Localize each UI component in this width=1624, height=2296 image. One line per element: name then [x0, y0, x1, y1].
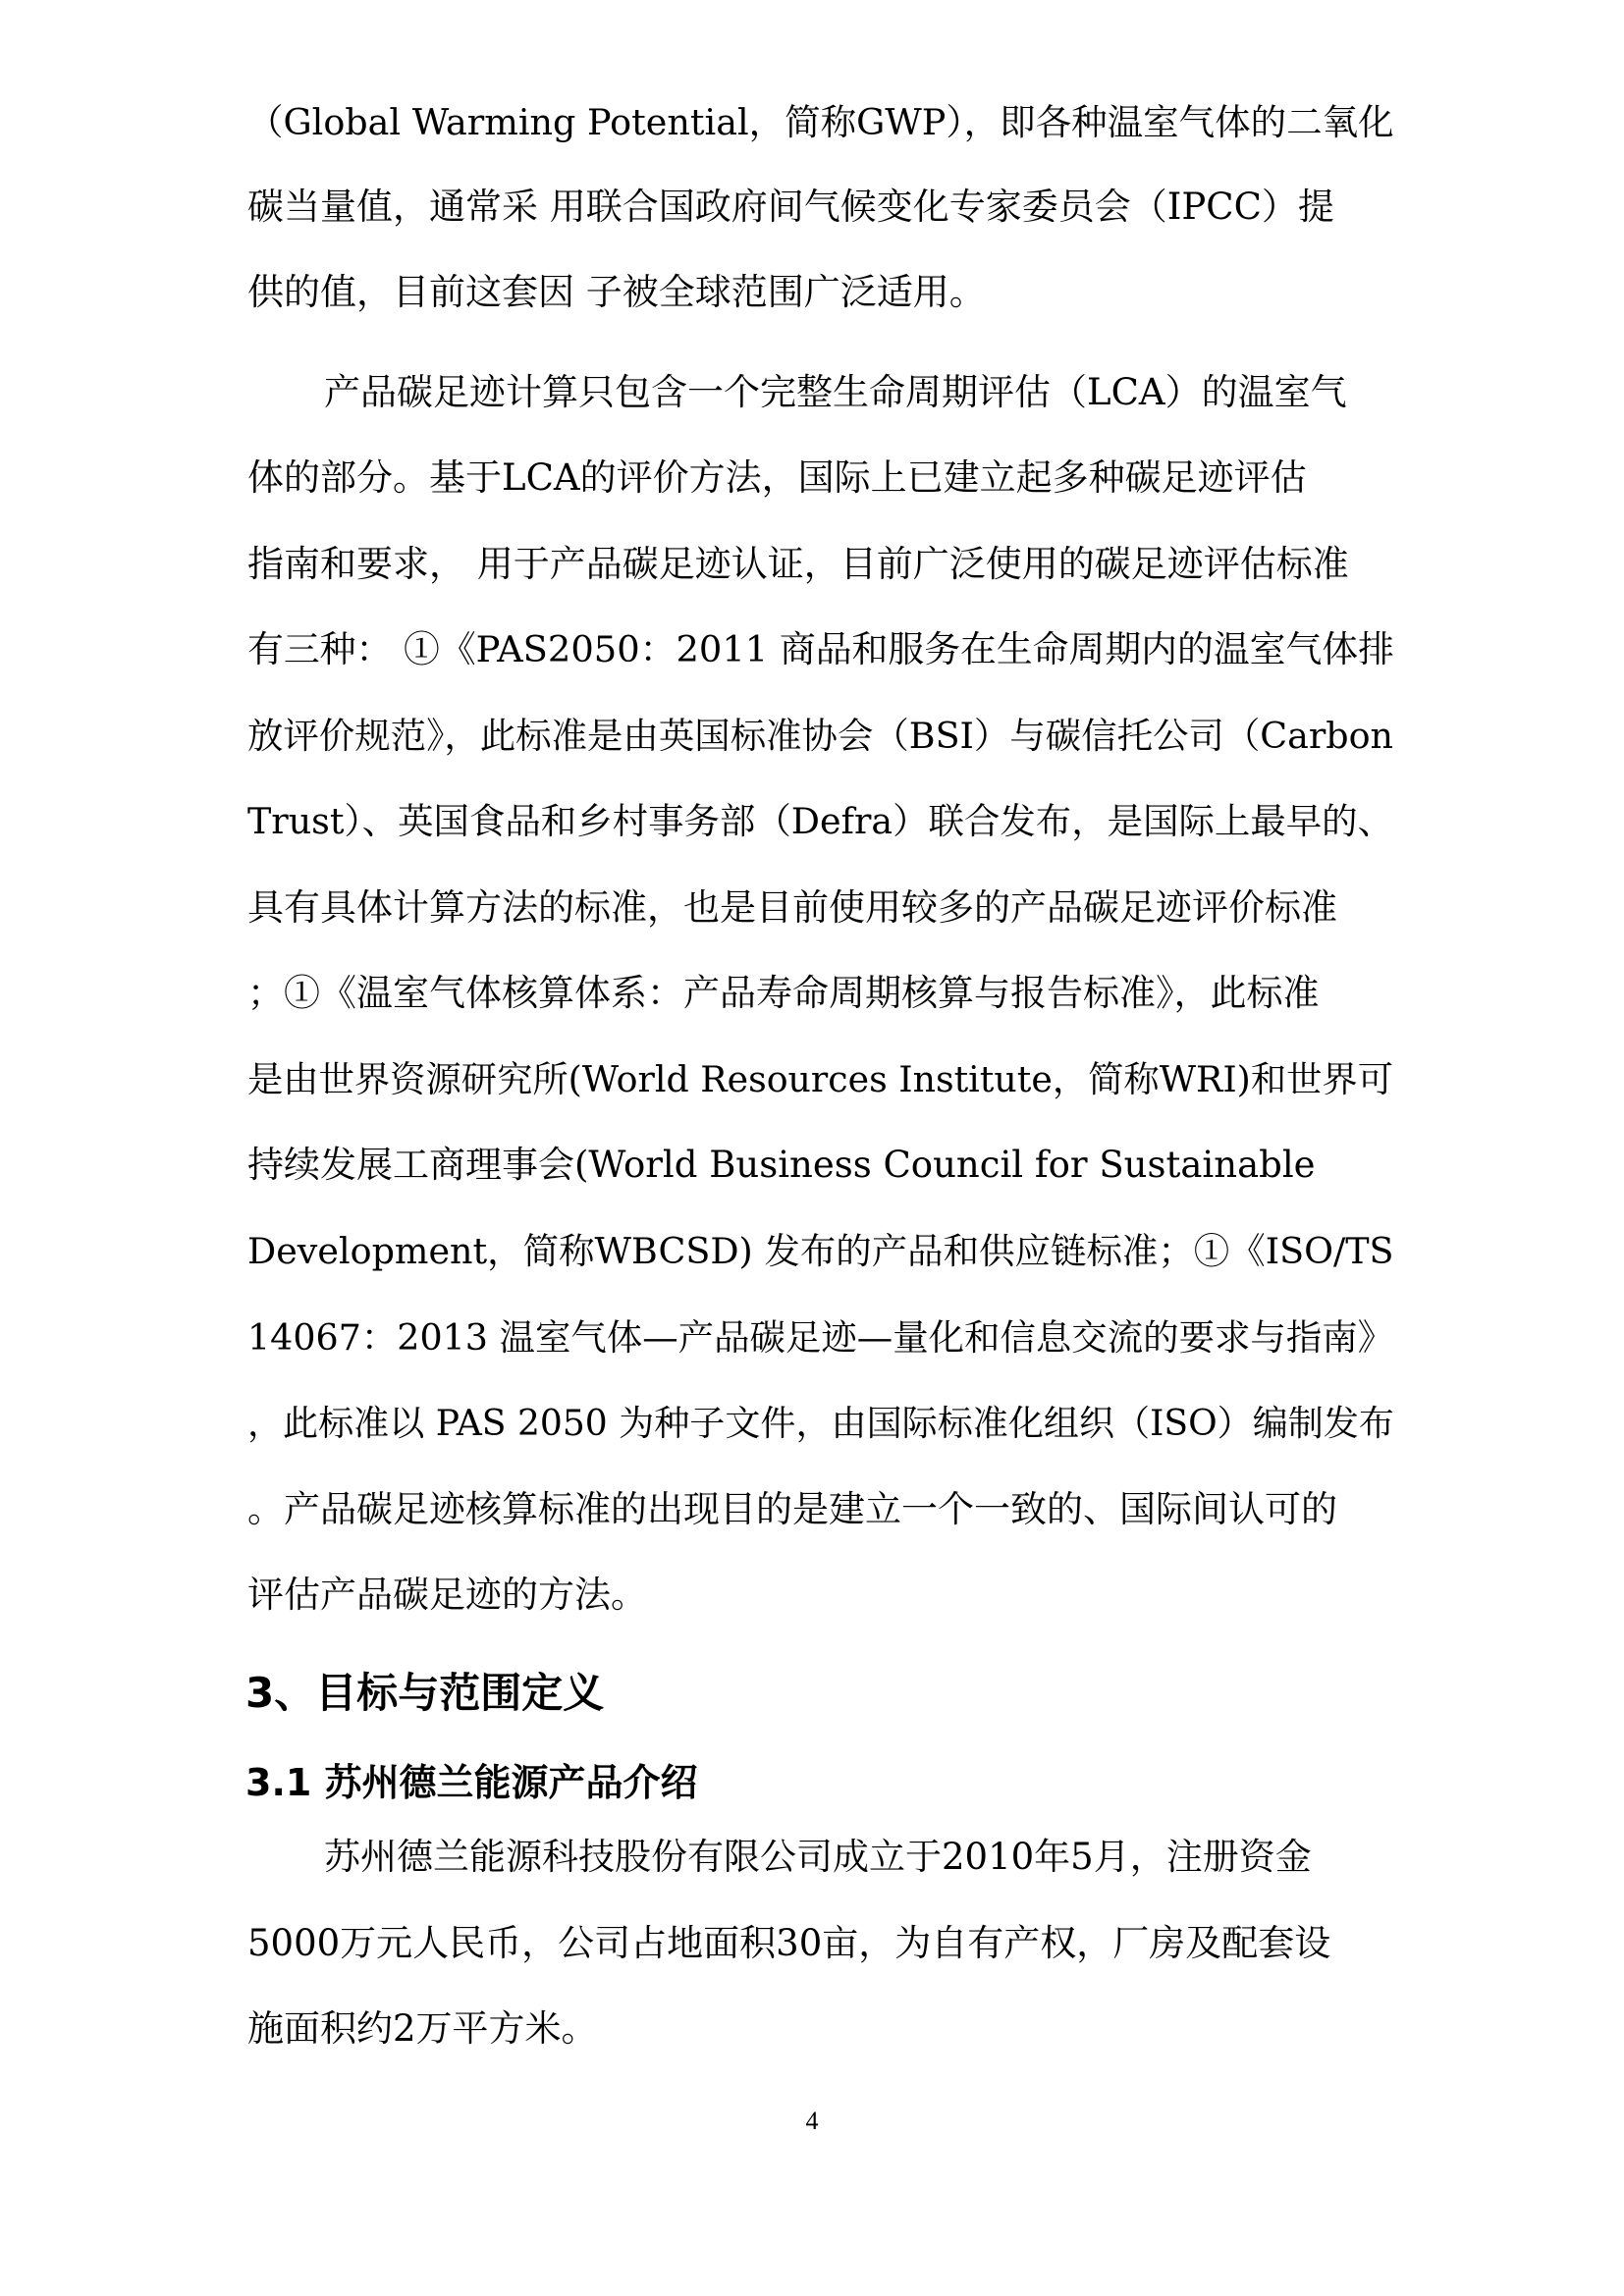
section-heading: 3、目标与范围定义	[245, 1669, 605, 1717]
text-line: 是由世界资源研究所(World Resources Institute，简称WRI)和世界可	[247, 1058, 1394, 1100]
text-line: 持续发展工商理事会(World Business Council for Sustainable	[247, 1144, 1316, 1186]
text-line: 体的部分。基于LCA的评价方法，国际上已建立起多种碳足迹评估	[247, 456, 1307, 499]
text-line: 产品碳足迹计算只包含一个完整生命周期评估（LCA）的温室气	[324, 371, 1347, 413]
page-number: 4	[805, 2107, 819, 2135]
text-line: ，此标准以 PAS 2050 为种子文件，由国际标准化组织（ISO）编制发布	[247, 1403, 1394, 1444]
text-line: 指南和要求， 用于产品碳足迹认证，目前广泛使用的碳足迹评估标准	[247, 543, 1349, 585]
text-line: 有三种： ①《PAS2050：2011 商品和服务在生命周期内的温室气体排	[247, 628, 1394, 670]
text-line: 施面积约2万平方米。	[247, 2007, 598, 2050]
text-line: 具有具体计算方法的标准，也是目前使用较多的产品碳足迹评价标准	[247, 886, 1337, 929]
text-line: 评估产品碳足迹的方法。	[247, 1574, 647, 1616]
text-line: Trust）、英国食品和乡村事务部（Defra）联合发布，是国际上最早的、	[247, 800, 1394, 842]
text-line: 苏州德兰能源科技股份有限公司成立于2010年5月，注册资金	[324, 1836, 1312, 1878]
text-line: 14067：2013 温室气体—产品碳足迹—量化和信息交流的要求与指南》	[247, 1316, 1394, 1359]
text-line: 放评价规范》，此标准是由英国标准协会（BSI）与碳信托公司（Carbon	[247, 715, 1393, 757]
text-line: ；①《温室气体核算体系：产品寿命周期核算与报告标准》，此标准	[247, 972, 1320, 1014]
text-line: Development，简称WBCSD) 发布的产品和供应链标准；①《ISO/TS	[247, 1230, 1394, 1272]
text-line: 。产品碳足迹核算标准的出现目的是建立一个一致的、国际间认可的	[247, 1488, 1337, 1530]
text-line: （Global Warming Potential，简称GWP），即各种温室气体的二氧化	[247, 101, 1394, 143]
subsection-heading: 3.1 苏州德兰能源产品介绍	[245, 1761, 698, 1804]
text-line: 碳当量值，通常采 用联合国政府间气候变化专家委员会（IPCC）提	[247, 186, 1334, 228]
text-line: 供的值，目前这套因 子被全球范围广泛适用。	[247, 271, 986, 313]
text-line: 5000万元人民币，公司占地面积30亩，为自有产权，厂房及配套设	[247, 1922, 1331, 1964]
